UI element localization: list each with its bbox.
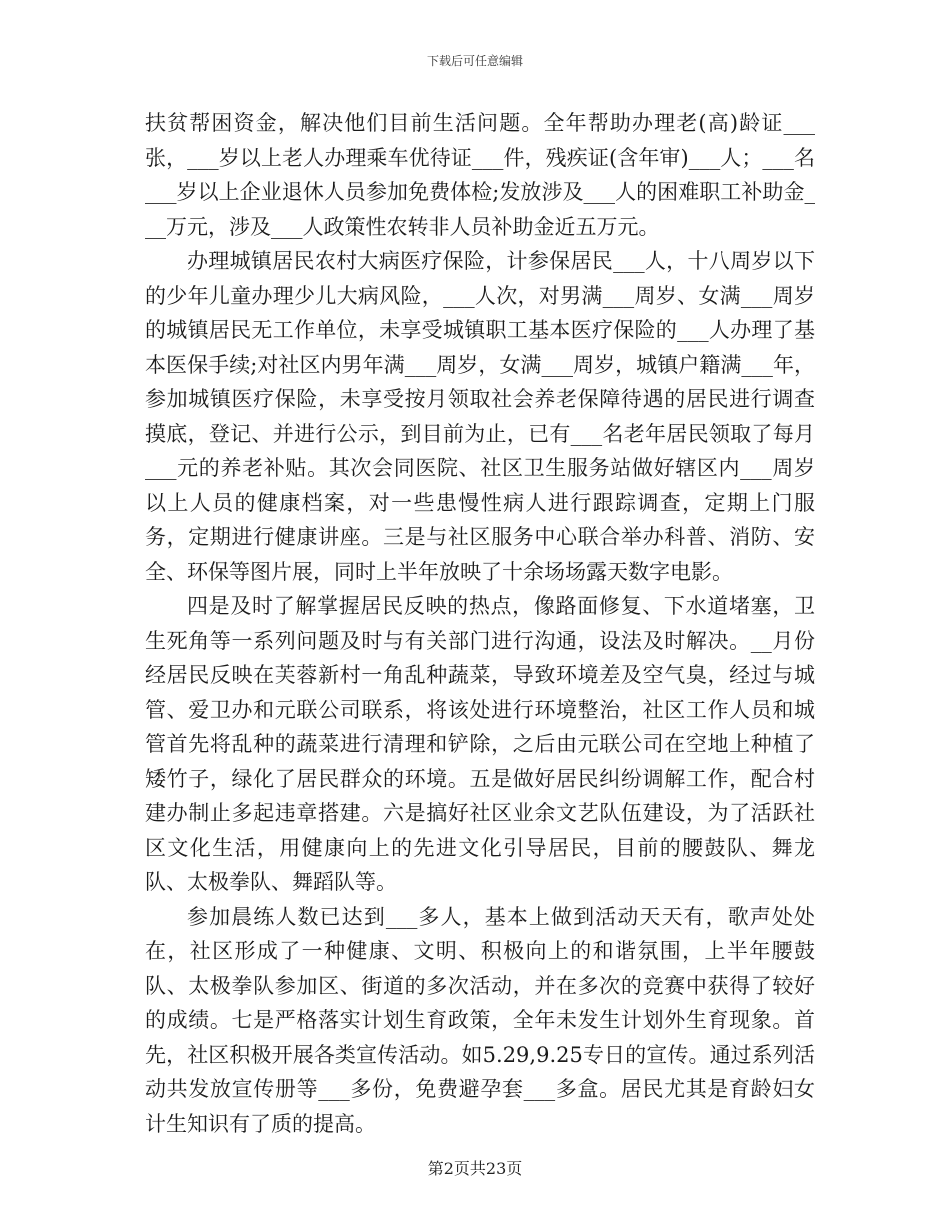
paragraph-4: 参加晨练人数已达到___多人，基本上做到活动天天有，歌声处处在，社区形成了一种健康、文明、积极向上的和谐氛围，上半年腰鼓队、太极拳队参加区、街道的多次活动，并在多次的竞赛中获得了较好的成绩。七是严格落实计划生育政策，全年未发生计划外生育现象。首先，社区积极开展各类宣传活动。如5.29,9.25专日的宣传。通过系列活动共发放宣传册等___多份，免费避孕套___多盒。居民尤其是育龄妇女计生知识有了质的提高。 [145,904,815,1136]
document-body [145,106,815,1141]
page-number: 第2页共23页 [427,1159,523,1178]
paragraph-2: 办理城镇居民农村大病医疗保险，计参保居民___人，十八周岁以下的少年儿童办理少儿大病风险，___人次，对男满___周岁、女满___周岁的城镇居民无工作单位，未享受城镇职工基本医疗保险的___人办理了基本医保手续;对社区内男年满___周岁，女满___周岁，城镇户籍满___年，参加城镇医疗保险，未享受按月领取社会养老保障待遇的居民进行调查摸底，登记、并进行公示，到目前为止，已有___名老年居民领取了每月___元的养老补贴。其次会同医院、社区卫生服务站做好辖区内___周岁以上人员的健康档案，对一些患慢性病人进行跟踪调查，定期上门服务，定期进行健康讲座。三是与社区服务中心联合举办科普、消防、安全、环保等图片展，同时上半年放映了十余场场露天数字电影。 [145,249,815,584]
paragraph-3: 四是及时了解掌握居民反映的热点，像路面修复、下水道堵塞，卫生死角等一系列问题及时与有关部门进行沟通，设法及时解决。__月份经居民反映在芙蓉新村一角乱种蔬菜，导致环境差及空气臭，经过与城管、爱卫办和元联公司联系，将该处进行环境整治，社区工作人员和城管首先将乱种的蔬菜进行清理和铲除，之后由元联公司在空地上种植了矮竹子，绿化了居民群众的环境。五是做好居民纠纷调解工作，配合村建办制止多起违章搭建。六是搞好社区业余文艺队伍建设，为了活跃社区文化生活，用健康向上的先进文化引导居民，目前的腰鼓队、舞龙队、太极拳队、舞蹈队等。 [145,594,815,894]
page-header: 下载后可任意编辑 [426,54,523,68]
paragraph-1: 扶贫帮困资金，解决他们目前生活问题。全年帮助办理老(高)龄证___张，___岁以上老人办理乘车优待证___件，残疾证(含年审)___人；___名___岁以上企业退休人员参加免费体检;发放涉及___人的困难职工补助金___万元，涉及___人政策性农转非人员补助金近五万元。 [145,111,815,239]
